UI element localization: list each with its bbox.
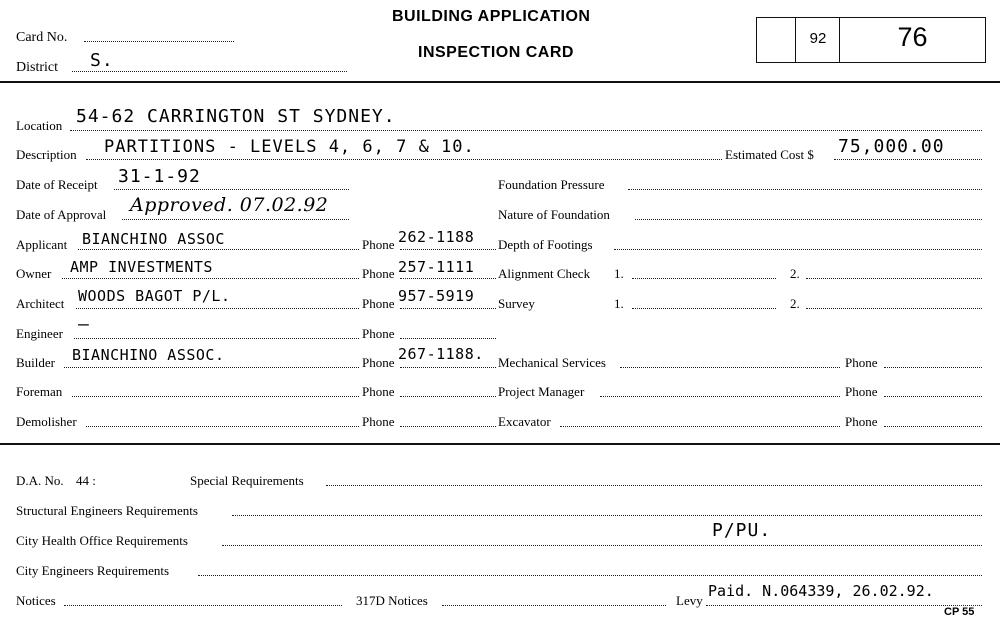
mechanical-services-field[interactable] [620, 367, 840, 368]
engineer-phone-field[interactable] [400, 338, 496, 339]
box-divider-1 [795, 18, 796, 62]
da-no-value: 44 : [76, 473, 96, 488]
owner-field[interactable] [62, 278, 359, 279]
alignment-check-1-label: 1. [614, 266, 624, 281]
applicant-phone-field[interactable] [400, 249, 496, 250]
section-divider [0, 443, 1000, 445]
depth-of-footings-label: Depth of Footings [498, 237, 593, 252]
city-health-field[interactable] [222, 545, 982, 546]
location-field[interactable] [70, 130, 982, 131]
description-label: Description [16, 147, 77, 162]
form-subtitle: INSPECTION CARD [418, 44, 574, 61]
builder-phone-field[interactable] [400, 367, 496, 368]
builder-value: BIANCHINO ASSOC. [72, 346, 225, 364]
box-small-number: 92 [809, 30, 827, 47]
applicant-value: BIANCHINO ASSOC [82, 230, 225, 248]
owner-phone-field[interactable] [400, 278, 496, 279]
owner-phone-label: Phone [362, 266, 395, 281]
architect-phone-label: Phone [362, 296, 395, 311]
excavator-label: Excavator [498, 414, 551, 429]
owner-phone-value: 257-1111 [398, 258, 475, 276]
mechanical-services-phone-label: Phone [845, 355, 878, 370]
survey-label: Survey [498, 296, 535, 311]
header-divider [0, 81, 1000, 83]
date-of-receipt-label: Date of Receipt [16, 177, 98, 192]
builder-phone-label: Phone [362, 355, 395, 370]
builder-phone-value: 267-1188. [398, 345, 484, 363]
district-label: District [16, 60, 58, 75]
nature-of-foundation-field[interactable] [635, 219, 982, 220]
survey-1-field[interactable] [632, 308, 776, 309]
survey-2-field[interactable] [806, 308, 982, 309]
excavator-phone-label: Phone [845, 414, 878, 429]
architect-field[interactable] [76, 308, 359, 309]
date-of-receipt-value: 31-1-92 [118, 166, 201, 187]
project-manager-field[interactable] [600, 396, 840, 397]
engineer-field[interactable] [74, 338, 359, 339]
alignment-check-label: Alignment Check [498, 266, 591, 281]
location-value: 54-62 CARRINGTON ST SYDNEY. [76, 106, 396, 127]
special-requirements-label: Special Requirements [190, 473, 304, 488]
architect-phone-value: 957-5919 [398, 287, 475, 305]
city-engineers-label: City Engineers Requirements [16, 563, 170, 578]
demolisher-phone-field[interactable] [400, 426, 496, 427]
applicant-field[interactable] [78, 249, 359, 250]
applicant-phone-label: Phone [362, 237, 395, 252]
alignment-check-2-field[interactable] [806, 278, 982, 279]
district-value: S. [90, 50, 114, 71]
engineer-label: Engineer [16, 326, 63, 341]
demolisher-label: Demolisher [16, 414, 77, 429]
mechanical-services-label: Mechanical Services [498, 355, 606, 370]
engineer-value: — [78, 314, 90, 335]
project-manager-phone-field[interactable] [884, 396, 982, 397]
levy-value: Paid. N.064339, 26.02.92. [708, 582, 934, 600]
box-divider-2 [839, 18, 840, 62]
engineer-phone-label: Phone [362, 326, 395, 341]
structural-engineers-label: Structural Engineers Requirements [16, 503, 198, 518]
description-value: PARTITIONS - LEVELS 4, 6, 7 & 10. [104, 137, 475, 157]
levy-field[interactable] [706, 605, 982, 606]
location-label: Location [16, 118, 63, 133]
da-no-label: D.A. No. [16, 473, 64, 488]
architect-phone-field[interactable] [400, 308, 496, 309]
foundation-pressure-field[interactable] [628, 189, 982, 190]
foreman-phone-label: Phone [362, 384, 395, 399]
foreman-field[interactable] [72, 396, 359, 397]
survey-2-label: 2. [790, 296, 800, 311]
317d-notices-field[interactable] [442, 605, 666, 606]
date-of-approval-value: Approved. 07.02.92 [130, 194, 329, 216]
levy-label: Levy [676, 593, 703, 608]
317d-notices-label: 317D Notices [356, 593, 428, 608]
project-manager-phone-label: Phone [845, 384, 878, 399]
form-code: CP 55 [944, 606, 975, 618]
description-field[interactable] [86, 159, 722, 160]
nature-of-foundation-label: Nature of Foundation [498, 207, 610, 222]
builder-field[interactable] [64, 367, 359, 368]
survey-1-label: 1. [614, 296, 624, 311]
excavator-phone-field[interactable] [884, 426, 982, 427]
demolisher-field[interactable] [86, 426, 359, 427]
mechanical-services-phone-field[interactable] [884, 367, 982, 368]
alignment-check-1-field[interactable] [632, 278, 776, 279]
applicant-label: Applicant [16, 237, 68, 252]
notices-field[interactable] [64, 605, 342, 606]
card-no-field[interactable] [84, 41, 234, 42]
estimated-cost-label: Estimated Cost $ [725, 147, 814, 162]
foundation-pressure-label: Foundation Pressure [498, 177, 605, 192]
owner-value: AMP INVESTMENTS [70, 258, 213, 276]
foreman-phone-field[interactable] [400, 396, 496, 397]
city-health-value: P/PU. [712, 520, 772, 541]
owner-label: Owner [16, 266, 52, 281]
architect-value: WOODS BAGOT P/L. [78, 287, 231, 305]
date-of-approval-label: Date of Approval [16, 207, 107, 222]
box-large-number: 76 [897, 22, 928, 52]
card-no-label: Card No. [16, 30, 68, 45]
builder-label: Builder [16, 355, 55, 370]
project-manager-label: Project Manager [498, 384, 585, 399]
estimated-cost-field[interactable] [834, 159, 982, 160]
date-of-receipt-field[interactable] [114, 189, 349, 190]
foreman-label: Foreman [16, 384, 63, 399]
structural-engineers-field[interactable] [232, 515, 982, 516]
excavator-field[interactable] [560, 426, 840, 427]
city-health-label: City Health Office Requirements [16, 533, 188, 548]
notices-label: Notices [16, 593, 56, 608]
demolisher-phone-label: Phone [362, 414, 395, 429]
city-engineers-field[interactable] [198, 575, 982, 576]
form-title: BUILDING APPLICATION [392, 8, 591, 25]
architect-label: Architect [16, 296, 65, 311]
alignment-check-2-label: 2. [790, 266, 800, 281]
applicant-phone-value: 262-1188 [398, 228, 475, 246]
date-of-approval-field[interactable] [122, 219, 349, 220]
district-field[interactable] [72, 71, 347, 72]
depth-of-footings-field[interactable] [614, 249, 982, 250]
estimated-cost-value: 75,000.00 [838, 136, 945, 157]
special-requirements-field[interactable] [326, 485, 982, 486]
